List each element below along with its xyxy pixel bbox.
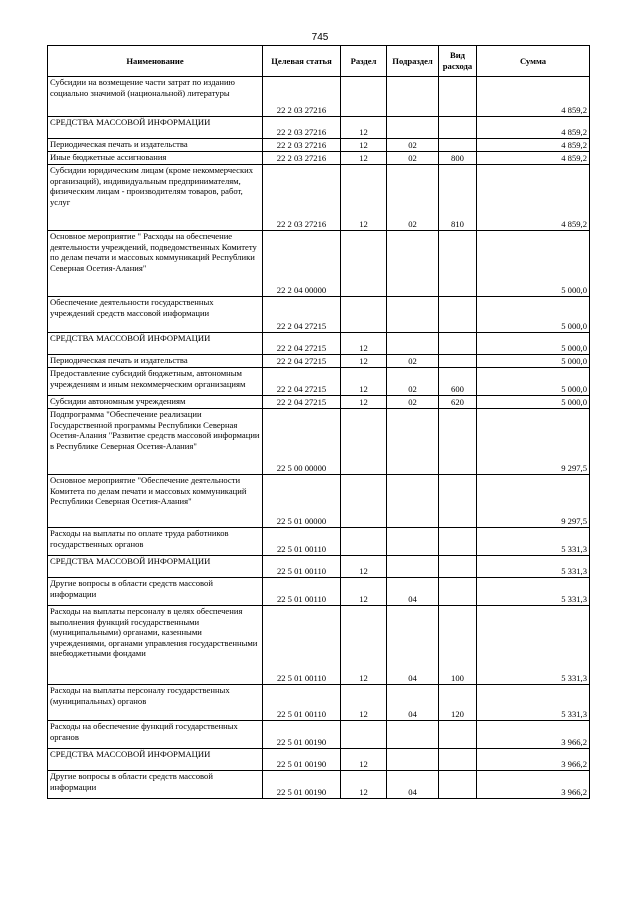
row-target: 22 2 03 27216 (263, 139, 341, 152)
table-row (48, 231, 590, 297)
row-expense-type (439, 139, 477, 152)
row-expense-type (439, 528, 477, 556)
row-target: 22 5 01 00190 (263, 749, 341, 771)
row-target: 22 5 00 00000 (263, 409, 341, 475)
row-subsection (387, 333, 439, 355)
row-name: Расходы на выплаты персоналу государственных (муниципальных) органов (48, 685, 263, 721)
table-row (48, 139, 590, 152)
row-section: 12 (341, 139, 387, 152)
table-row (48, 606, 590, 685)
table-row (48, 749, 590, 771)
row-amount: 4 859,2 (477, 139, 590, 152)
row-name: Другие вопросы в области средств массовой информации (48, 771, 263, 799)
row-amount: 5 331,3 (477, 606, 590, 685)
row-subsection (387, 409, 439, 475)
table-row (48, 368, 590, 396)
row-section: 12 (341, 556, 387, 578)
row-subsection: 04 (387, 685, 439, 721)
row-expense-type (439, 409, 477, 475)
row-section (341, 297, 387, 333)
row-section (341, 409, 387, 475)
row-expense-type (439, 556, 477, 578)
row-section: 12 (341, 396, 387, 409)
row-amount: 4 859,2 (477, 152, 590, 165)
row-section: 12 (341, 749, 387, 771)
row-name: Субсидии юридическим лицам (кроме некоммерческих организаций), индивидуальным предпринимателям, физическим лицам - производителям товаров, работ, услуг (48, 165, 263, 231)
row-amount: 4 859,2 (477, 117, 590, 139)
row-name: Периодическая печать и издательства (48, 355, 263, 368)
row-subsection (387, 475, 439, 528)
row-subsection: 02 (387, 368, 439, 396)
row-target: 22 2 03 27216 (263, 152, 341, 165)
row-target: 22 2 04 27215 (263, 396, 341, 409)
table-row (48, 117, 590, 139)
table-row (48, 475, 590, 528)
row-amount: 5 000,0 (477, 333, 590, 355)
row-expense-type: 100 (439, 606, 477, 685)
row-target: 22 2 04 27215 (263, 368, 341, 396)
row-amount: 5 000,0 (477, 231, 590, 297)
row-subsection: 02 (387, 152, 439, 165)
row-name: СРЕДСТВА МАССОВОЙ ИНФОРМАЦИИ (48, 556, 263, 578)
row-subsection (387, 297, 439, 333)
row-subsection (387, 77, 439, 117)
row-target: 22 5 01 00110 (263, 578, 341, 606)
row-expense-type: 120 (439, 685, 477, 721)
header-subsection: Подраздел (387, 46, 439, 77)
row-name: Другие вопросы в области средств массовой информации (48, 578, 263, 606)
row-subsection: 02 (387, 139, 439, 152)
table-row (48, 396, 590, 409)
row-name: Иные бюджетные ассигнования (48, 152, 263, 165)
row-target: 22 5 01 00000 (263, 475, 341, 528)
table-row (48, 152, 590, 165)
row-amount: 5 331,3 (477, 556, 590, 578)
row-target: 22 5 01 00110 (263, 528, 341, 556)
row-subsection: 04 (387, 771, 439, 799)
row-target: 22 2 03 27216 (263, 77, 341, 117)
row-target: 22 2 04 27215 (263, 297, 341, 333)
row-section (341, 528, 387, 556)
row-section: 12 (341, 368, 387, 396)
table-row (48, 528, 590, 556)
row-target: 22 2 03 27216 (263, 117, 341, 139)
row-subsection (387, 556, 439, 578)
header-target: Целевая статья (263, 46, 341, 77)
row-expense-type (439, 475, 477, 528)
header-amount: Сумма (477, 46, 590, 77)
header-section: Раздел (341, 46, 387, 77)
table-row (48, 721, 590, 749)
row-section (341, 77, 387, 117)
row-section: 12 (341, 355, 387, 368)
row-name: СРЕДСТВА МАССОВОЙ ИНФОРМАЦИИ (48, 117, 263, 139)
row-amount: 5 331,3 (477, 578, 590, 606)
row-target: 22 5 01 00190 (263, 721, 341, 749)
row-name: Подпрограмма "Обеспечение реализации Государственной программы Республики Северная Осетия-Алания "Развитие средств массовой информации в Республике Северная Осетия-Алания" (48, 409, 263, 475)
row-expense-type (439, 578, 477, 606)
page-number: 745 (311, 32, 329, 43)
table-row (48, 556, 590, 578)
row-name: Периодическая печать и издательства (48, 139, 263, 152)
row-section (341, 231, 387, 297)
row-expense-type: 800 (439, 152, 477, 165)
row-section: 12 (341, 578, 387, 606)
row-section: 12 (341, 117, 387, 139)
row-section: 12 (341, 165, 387, 231)
row-amount: 4 859,2 (477, 77, 590, 117)
row-section: 12 (341, 152, 387, 165)
row-amount: 9 297,5 (477, 475, 590, 528)
table-row (48, 685, 590, 721)
row-name: Субсидии автономным учреждениям (48, 396, 263, 409)
row-expense-type (439, 333, 477, 355)
row-expense-type: 620 (439, 396, 477, 409)
row-amount: 5 000,0 (477, 396, 590, 409)
row-name: Расходы на выплаты по оплате труда работников государственных органов (48, 528, 263, 556)
table-row (48, 333, 590, 355)
row-subsection (387, 528, 439, 556)
row-amount: 9 297,5 (477, 409, 590, 475)
row-subsection: 02 (387, 396, 439, 409)
row-target: 22 2 04 00000 (263, 231, 341, 297)
budget-table (47, 45, 590, 799)
row-expense-type: 810 (439, 165, 477, 231)
row-subsection: 04 (387, 578, 439, 606)
row-subsection (387, 749, 439, 771)
row-amount: 5 000,0 (477, 368, 590, 396)
table-row (48, 409, 590, 475)
row-target: 22 5 01 00110 (263, 556, 341, 578)
table-row (48, 355, 590, 368)
row-section: 12 (341, 333, 387, 355)
row-subsection (387, 721, 439, 749)
row-name: СРЕДСТВА МАССОВОЙ ИНФОРМАЦИИ (48, 333, 263, 355)
row-name: Обеспечение деятельности государственных учреждений средств массовой информации (48, 297, 263, 333)
table-row (48, 165, 590, 231)
row-expense-type (439, 355, 477, 368)
row-name: Основное мероприятие " Расходы на обеспечение деятельности учреждений, подведомственных Комитету по делам печати и массовых коммуникаций Республики Северная Осетия-Алания" (48, 231, 263, 297)
row-amount: 5 000,0 (477, 297, 590, 333)
table-header-row (48, 46, 590, 77)
row-expense-type (439, 297, 477, 333)
row-expense-type (439, 117, 477, 139)
row-expense-type: 600 (439, 368, 477, 396)
row-subsection: 02 (387, 165, 439, 231)
row-target: 22 2 03 27216 (263, 165, 341, 231)
row-amount: 5 331,3 (477, 685, 590, 721)
row-expense-type (439, 771, 477, 799)
row-subsection (387, 231, 439, 297)
row-amount: 5 000,0 (477, 355, 590, 368)
row-name: Расходы на обеспечение функций государственных органов (48, 721, 263, 749)
row-target: 22 5 01 00110 (263, 606, 341, 685)
row-expense-type (439, 231, 477, 297)
row-name: Основное мероприятие "Обеспечение деятельности Комитета по делам печати и массовых коммуникаций Республики Северная Осетия-Алания" (48, 475, 263, 528)
table-row (48, 578, 590, 606)
row-amount: 3 966,2 (477, 771, 590, 799)
table-row (48, 297, 590, 333)
header-name: Наименование (48, 46, 263, 77)
row-subsection: 02 (387, 355, 439, 368)
table-row (48, 771, 590, 799)
row-section: 12 (341, 771, 387, 799)
table-row (48, 77, 590, 117)
header-expense-type: Вид расхода (439, 46, 477, 77)
row-name: Предоставление субсидий бюджетным, автономным учреждениям и иным некоммерческим организациям (48, 368, 263, 396)
row-amount: 3 966,2 (477, 749, 590, 771)
row-name: СРЕДСТВА МАССОВОЙ ИНФОРМАЦИИ (48, 749, 263, 771)
row-expense-type (439, 749, 477, 771)
row-amount: 5 331,3 (477, 528, 590, 556)
row-target: 22 5 01 00190 (263, 771, 341, 799)
row-section (341, 721, 387, 749)
row-subsection: 04 (387, 606, 439, 685)
row-target: 22 5 01 00110 (263, 685, 341, 721)
row-section: 12 (341, 606, 387, 685)
row-amount: 3 966,2 (477, 721, 590, 749)
table-body (48, 77, 590, 799)
row-section (341, 475, 387, 528)
row-target: 22 2 04 27215 (263, 355, 341, 368)
row-expense-type (439, 77, 477, 117)
row-amount: 4 859,2 (477, 165, 590, 231)
row-expense-type (439, 721, 477, 749)
row-subsection (387, 117, 439, 139)
row-section: 12 (341, 685, 387, 721)
row-name: Расходы на выплаты персоналу в целях обеспечения выполнения функций государственными (муниципальными) органами, казенными учреждениями, органами управления государственными внебюджетными фондами (48, 606, 263, 685)
row-target: 22 2 04 27215 (263, 333, 341, 355)
row-name: Субсидии на возмещение части затрат по изданию социально значимой (национальной) литературы (48, 77, 263, 117)
